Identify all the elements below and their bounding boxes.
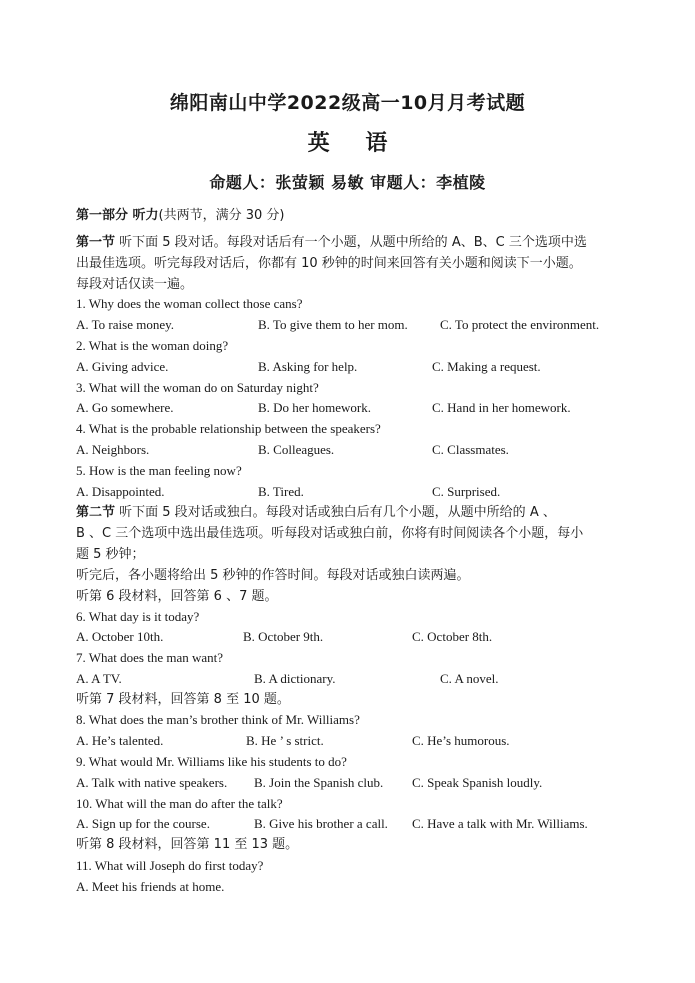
question-4-option-b: B. Colleagues. (258, 442, 335, 457)
section2-label: 第二节 (76, 505, 116, 520)
section1-instruction-line2: 出最佳选项。听完每段对话后，你都有 10 秒钟的时间来回答有关小题和阅读下一小题。 (76, 256, 582, 271)
part1-heading-bold: 第一部分 听力 (76, 208, 159, 223)
question-4-stem: 4. What is the probable relationship between the speakers? (76, 421, 381, 436)
question-9-option-c: C. Speak Spanish loudly. (412, 775, 543, 790)
question-11-stem: 11. What will Joseph do first today? (76, 858, 264, 873)
question-7-option-c: C. A novel. (440, 671, 499, 686)
question-9-option-a: A. Talk with native speakers. (76, 775, 228, 790)
question-1-option-b: B. To give them to her mom. (258, 317, 408, 332)
question-5-option-b: B. Tired. (258, 484, 304, 499)
question-5-stem: 5. How is the man feeling now? (76, 463, 242, 478)
section2-instruction-line1 (76, 503, 556, 523)
question-2-option-b: B. Asking for help. (258, 359, 358, 374)
authors-line: 命题人：张萤颖 易敏 审题人：李植陵 (209, 173, 486, 192)
question-1-option-a: A. To raise money. (76, 317, 175, 332)
question-3-stem: 3. What will the woman do on Saturday night? (76, 380, 319, 395)
question-1-option-c: C. To protect the environment. (440, 317, 600, 332)
part1-heading (76, 206, 284, 226)
question-9-stem: 9. What would Mr. Williams like his students to do? (76, 754, 347, 769)
question-4-option-c: C. Classmates. (432, 442, 509, 457)
section2-instruction-line4: 听完后，各小题将给出 5 秒钟的作答时间。每段对话或独白读两遍。 (76, 568, 470, 583)
question-5-option-c: C. Surprised. (432, 484, 501, 499)
question-7-option-b: B. A dictionary. (254, 671, 336, 686)
section2-instruction-line3: 题 5 秒钟； (76, 547, 145, 562)
question-9-option-b: B. Join the Spanish club. (254, 775, 384, 790)
question-2-stem: 2. What is the woman doing? (76, 338, 229, 353)
section1-instruction-line1 (76, 233, 587, 253)
question-6-option-c: C. October 8th. (412, 629, 493, 644)
section2-instruction-line2: B 、C 三个选项中选出最佳选项。听每段对话或独白前，你将有时间阅读各个小题，每小 (76, 526, 584, 541)
question-3-option-a: A. Go somewhere. (76, 400, 174, 415)
question-10-option-a: A. Sign up for the course. (76, 816, 210, 831)
question-3-option-c: C. Hand in her homework. (432, 400, 571, 415)
question-10-stem: 10. What will the man do after the talk? (76, 796, 283, 811)
question-5-option-a: A. Disappointed. (76, 484, 165, 499)
question-7-option-a: A. A TV. (76, 671, 122, 686)
question-6-stem: 6. What day is it today? (76, 609, 200, 624)
section1-text1: 听下面 5 段对话。每段对话后有一个小题，从题中所给的 A、B、C 三个选项中选 (115, 235, 587, 250)
material-6-instruction: 听第 6 段材料，回答第 6 、7 题。 (76, 589, 278, 604)
question-2-option-a: A. Giving advice. (76, 359, 169, 374)
question-6-option-a: A. October 10th. (76, 629, 164, 644)
question-10-option-b: B. Give his brother a call. (254, 816, 388, 831)
part1-heading-rest: (共两节，满分 30 分) (158, 208, 285, 223)
question-8-option-b: B. He ’ s strict. (246, 733, 324, 748)
question-6-option-b: B. October 9th. (243, 629, 324, 644)
subject-title: 英 语 (307, 131, 402, 156)
section1-label: 第一节 (76, 235, 116, 250)
question-8-option-a: A. He’s talented. (76, 733, 164, 748)
question-1-stem: 1. Why does the woman collect those cans? (76, 296, 303, 311)
question-8-stem: 8. What does the man’s brother think of Mr. Williams? (76, 712, 360, 727)
question-10-option-c: C. Have a talk with Mr. Williams. (412, 816, 588, 831)
question-11-option-a: A. Meet his friends at home. (76, 879, 225, 894)
question-3-option-b: B. Do her homework. (258, 400, 372, 415)
question-8-option-c: C. He’s humorous. (412, 733, 510, 748)
question-4-option-a: A. Neighbors. (76, 442, 150, 457)
question-7-stem: 7. What does the man want? (76, 650, 224, 665)
material-8-instruction: 听第 8 段材料，回答第 11 至 13 题。 (76, 837, 299, 852)
section2-text1: 听下面 5 段对话或独白。每段对话或独白后有几个小题，从题中所给的 A 、 (115, 505, 556, 520)
material-7-instruction: 听第 7 段材料，回答第 8 至 10 题。 (76, 692, 290, 707)
exam-title: 绵阳南山中学2022级高一10月月考试题 (169, 92, 526, 114)
section1-instruction-line3: 每段对话仅读一遍。 (76, 277, 194, 292)
question-2-option-c: C. Making a request. (432, 359, 541, 374)
